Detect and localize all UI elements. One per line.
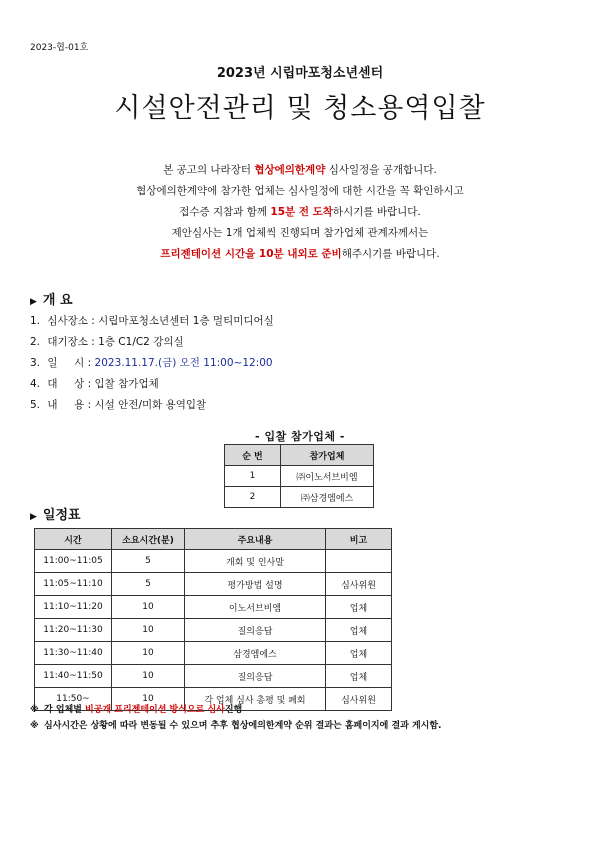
table-row: [35, 665, 392, 688]
overview-list: [30, 311, 274, 416]
document-number: 2023-협-01호: [30, 43, 89, 53]
note-line: [30, 718, 441, 734]
item-label: 대 상 :: [47, 378, 95, 390]
table-cell: ㈜삼경엠에스: [281, 487, 374, 508]
table-cell: 11:20~11:30: [35, 619, 112, 642]
column-header: 주요내용: [185, 529, 326, 550]
table-cell: ㈜이노서브비엠: [281, 466, 374, 487]
item-number: 4.: [30, 378, 41, 390]
document-title: 시설안전관리 및 청소용역입찰: [114, 93, 486, 124]
table-cell: 10: [112, 642, 185, 665]
overview-heading: [30, 289, 73, 308]
note-text: 각 업체별: [44, 705, 86, 715]
overview-item: [30, 332, 274, 353]
overview-item: [30, 353, 274, 374]
table-cell: 11:10~11:20: [35, 596, 112, 619]
note-text: 진행: [224, 705, 243, 715]
table-row: [225, 466, 374, 487]
table-cell: 11:30~11:40: [35, 642, 112, 665]
reference-mark: ※: [30, 721, 39, 731]
schedule-heading-text: 일정표: [42, 508, 81, 523]
intro-line-2: 협상에의한계약에 참가한 업체는 심사일정에 대한 시간을 꼭 확인하시고: [136, 185, 464, 197]
reference-mark: ※: [30, 705, 39, 715]
table-cell: 질의응답: [185, 619, 326, 642]
item-value: 2023.11.17.(금) 오전 11:00~12:00: [94, 357, 273, 369]
table-cell: 이노서브비엠: [185, 596, 326, 619]
item-label: 심사장소 :: [47, 315, 99, 327]
table-cell: 업체: [326, 596, 392, 619]
table-cell: 심사위원: [326, 573, 392, 596]
overview-item: [30, 374, 274, 395]
table-cell: 10: [112, 665, 185, 688]
table-cell: 10: [112, 596, 185, 619]
table-row: [35, 550, 392, 573]
item-number: 3.: [30, 357, 41, 369]
item-value: 1층 C1/C2 강의실: [98, 336, 184, 348]
right-triangle-icon: ▶: [30, 512, 37, 522]
table-cell: 각 업체 심사 총평 및 폐회: [185, 688, 326, 711]
intro-text: 접수증 지참과 함께: [179, 206, 271, 218]
item-value: 시설 안전/미화 용역입찰: [94, 399, 207, 411]
intro-text: 본 공고의 나라장터: [163, 164, 255, 176]
table-cell: 11:05~11:10: [35, 573, 112, 596]
table-cell: [326, 550, 392, 573]
table-row: [35, 596, 392, 619]
table-cell: 심사위원: [326, 688, 392, 711]
notes: [30, 702, 441, 734]
item-label: 일 시 :: [47, 357, 95, 369]
note-line: [30, 702, 441, 718]
item-value: 입찰 참가업체: [94, 378, 159, 390]
bidders-table: [224, 444, 374, 508]
table-cell: 1: [225, 466, 281, 487]
table-cell: 11:40~11:50: [35, 665, 112, 688]
table-row: [35, 642, 392, 665]
intro-line-4: 제안심사는 1개 업체씩 진행되며 참가업체 관계자께서는: [171, 227, 429, 239]
table-row: [35, 573, 392, 596]
item-value: 시립마포청소년센터 1층 멀티미디어실: [98, 315, 274, 327]
table-cell: 10: [112, 619, 185, 642]
table-cell: 삼경엠에스: [185, 642, 326, 665]
overview-item: [30, 395, 274, 416]
table-row: [35, 619, 392, 642]
table-cell: 평가방법 설명: [185, 573, 326, 596]
column-header: 참가업체: [281, 445, 374, 466]
intro-emphasis: 프리젠테이션 시간을 10분 내외로 준비: [160, 248, 342, 260]
table-header-row: [225, 445, 374, 466]
table-cell: 업체: [326, 619, 392, 642]
schedule-heading: [30, 504, 81, 523]
table-cell: 업체: [326, 665, 392, 688]
intro-text: 하시기를 바랍니다.: [332, 206, 421, 218]
column-header: 시간: [35, 529, 112, 550]
intro-line-5: [0, 244, 600, 265]
item-label: 내 용 :: [47, 399, 95, 411]
bidders-caption: - 입찰 참가업체 -: [255, 430, 345, 443]
note-text: 심사시간은 상황에 따라 변동될 수 있으며 추후 협상에의한계약 순위 결과는 홈페이지에 결과 게시함.: [44, 721, 442, 731]
intro-paragraph: [0, 160, 600, 265]
intro-text: 해주시기를 바랍니다.: [341, 248, 440, 260]
intro-emphasis: 협상에의한계약: [254, 164, 326, 176]
overview-item: [30, 311, 274, 332]
table-cell: 개회 및 인사말: [185, 550, 326, 573]
schedule-table: [34, 528, 392, 711]
intro-text: 심사일정을 공개합니다.: [325, 164, 437, 176]
column-header: 비고: [326, 529, 392, 550]
item-number: 2.: [30, 336, 41, 348]
table-cell: 11:00~11:05: [35, 550, 112, 573]
item-label: 대기장소 :: [47, 336, 99, 348]
column-header: 소요시간(분): [112, 529, 185, 550]
overview-heading-text: 개 요: [42, 293, 73, 308]
document-subtitle: 2023년 시립마포청소년센터: [216, 66, 384, 81]
intro-line-3: [0, 202, 600, 223]
intro-line-1: [0, 160, 600, 181]
table-cell: 5: [112, 550, 185, 573]
table-cell: 업체: [326, 642, 392, 665]
item-number: 5.: [30, 399, 41, 411]
item-number: 1.: [30, 315, 41, 327]
table-row: [225, 487, 374, 508]
table-header-row: [35, 529, 392, 550]
table-cell: 11:50~: [35, 688, 112, 711]
table-cell: 2: [225, 487, 281, 508]
table-cell: 5: [112, 573, 185, 596]
table-cell: 10: [112, 688, 185, 711]
note-emphasis: 비공개 프리젠테이션 방식으로 심사: [85, 705, 225, 715]
intro-emphasis: 15분 전 도착: [270, 206, 333, 218]
table-cell: 질의응답: [185, 665, 326, 688]
right-triangle-icon: ▶: [30, 297, 37, 307]
column-header: 순 번: [225, 445, 281, 466]
